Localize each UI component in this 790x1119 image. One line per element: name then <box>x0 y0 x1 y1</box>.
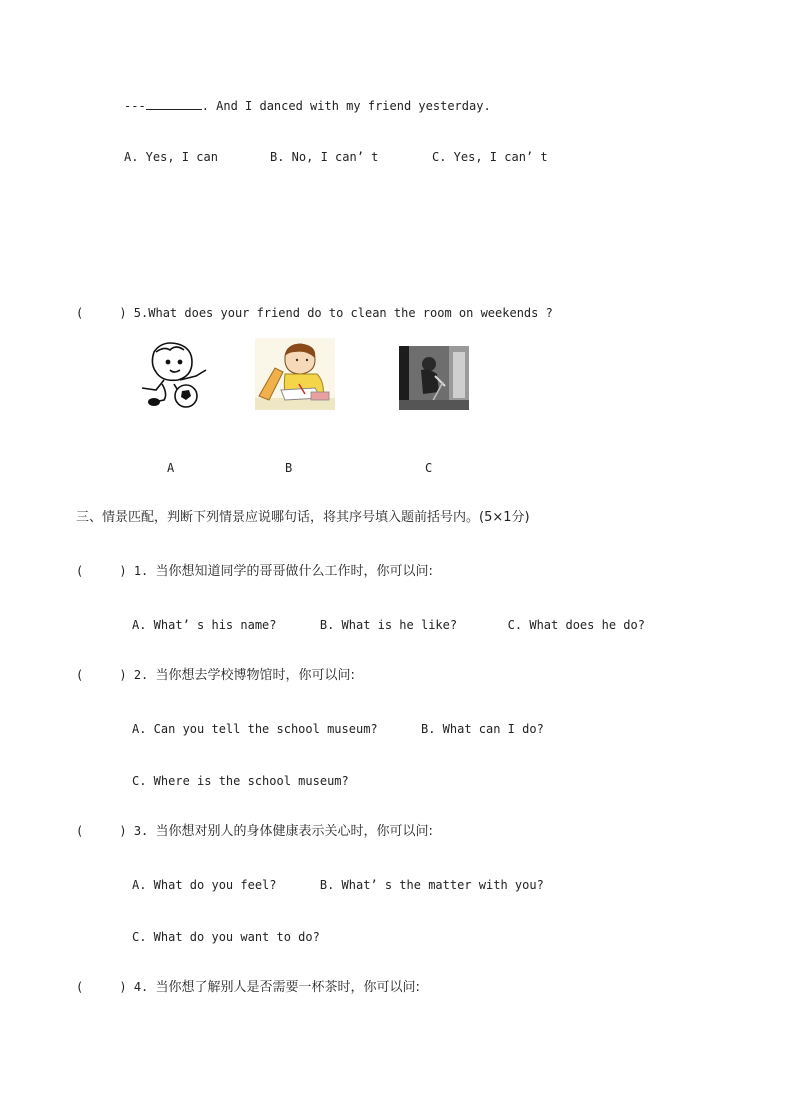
item2-number: 2. <box>133 668 149 682</box>
item2-text: 当你想去学校博物馆时，你可以问: <box>155 668 355 683</box>
item4-bracket[interactable]: ( ) <box>76 980 127 994</box>
item2-bracket[interactable]: ( ) <box>76 668 127 682</box>
boy-writing-at-desk-icon <box>255 338 335 410</box>
q4-answer-line <box>124 97 491 114</box>
item3-bracket[interactable]: ( ) <box>76 824 127 838</box>
item1-number: 1. <box>133 564 149 578</box>
item1-bracket[interactable]: ( ) <box>76 564 127 578</box>
q5-bracket[interactable]: ( ) <box>76 306 134 320</box>
item4-question <box>76 979 420 996</box>
q5-label-a: A <box>167 461 175 475</box>
q5-label-c: C <box>425 461 433 475</box>
item3-options-row1: A. What do you feel? B. What’ s the matter with you? <box>132 878 544 892</box>
item4-text: 当你想了解别人是否需要一杯茶时，你可以问: <box>155 980 420 995</box>
section3-heading: 三、情景匹配，判断下列情景应说哪句话，将其序号填入题前括号内。(5×1分) <box>76 510 530 525</box>
q5-question <box>76 305 553 321</box>
item3-number: 3. <box>133 824 149 838</box>
q4-suffix: . And I danced with my friend yesterday. <box>201 99 491 113</box>
q5-label-b: B <box>285 461 293 475</box>
q4-blank[interactable] <box>146 97 202 110</box>
q4-option-b: B. No, I can’ t <box>270 150 379 164</box>
item3-question <box>76 823 433 840</box>
q4-option-c: C. Yes, I can’ t <box>432 150 548 164</box>
q4-option-a: A. Yes, I can <box>124 150 218 164</box>
person-sweeping-photo-icon <box>399 346 469 410</box>
boy-playing-football-icon <box>134 338 210 412</box>
item4-number: 4. <box>133 980 149 994</box>
item3-text: 当你想对别人的身体健康表示关心时，你可以问: <box>155 824 433 839</box>
item2-options-row2: C. Where is the school museum? <box>132 774 349 788</box>
item2-question <box>76 667 355 684</box>
item3-options-row2: C. What do you want to do? <box>132 930 320 944</box>
item1-question <box>76 563 433 580</box>
item1-text: 当你想知道同学的哥哥做什么工作时，你可以问: <box>155 564 433 579</box>
item1-options: A. What’ s his name? B. What is he like? C. What does he do? <box>132 618 645 632</box>
item2-options-row1: A. Can you tell the school museum? B. What can I do? <box>132 722 544 736</box>
q4-prefix: --- <box>124 99 146 113</box>
q5-text: 5.What does your friend do to clean the room on weekends ? <box>133 306 553 320</box>
